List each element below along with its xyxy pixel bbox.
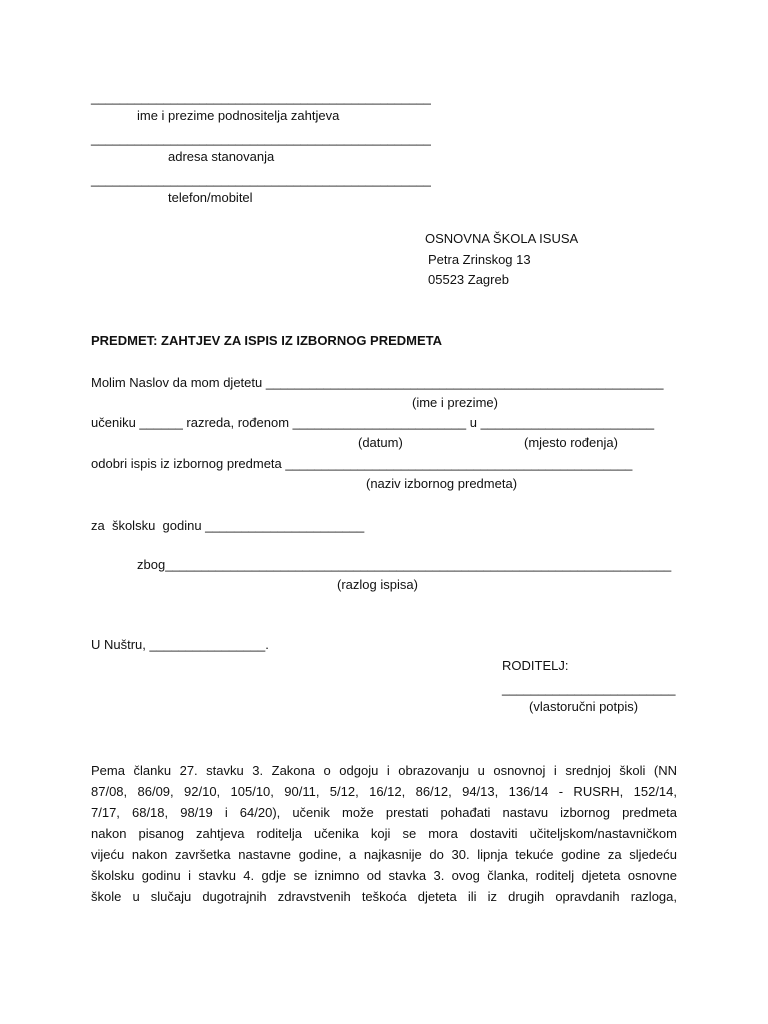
place-date-line: U Nuštru, ________________.	[91, 637, 269, 652]
birth-place-caption: (mjesto rođenja)	[524, 435, 618, 450]
reason-caption: (razlog ispisa)	[337, 577, 418, 592]
subject-name-caption: (naziv izbornog predmeta)	[366, 476, 518, 491]
phone-label: telefon/mobitel	[168, 190, 253, 205]
paragraph-line: 7/17, 68/18, 98/19 i 64/20), učenik može prestati pohađati nastavu izbornog predmeta	[91, 805, 677, 820]
child-name-row: Molim Naslov da mom djetetu _______________________________________________________	[91, 375, 664, 390]
class-birth-row: učeniku ______ razreda, rođenom ________________________ u ________________________	[91, 415, 655, 430]
school-year-row: za školsku godinu ______________________	[91, 518, 365, 533]
address-label: adresa stanovanja	[168, 149, 275, 164]
phone-line: _______________________________________________	[91, 172, 431, 187]
paragraph-line: Pema članku 27. stavku 3. Zakona o odgoju i obrazovanju u osnovnoj i srednjoj školi (NN	[91, 763, 677, 778]
signature-line: ________________________	[502, 681, 676, 696]
applicant-name-label: ime i prezime podnositelja zahtjeva	[137, 108, 340, 123]
recipient-city: 05523 Zagreb	[428, 272, 509, 287]
birth-date-caption: (datum)	[358, 435, 403, 450]
paragraph-line: 87/08, 86/09, 92/10, 105/10, 90/11, 5/12, 16/12, 86/12, 94/13, 136/14 - RUSRH, 152/14,	[91, 784, 677, 799]
signature-caption: (vlastoručni potpis)	[529, 699, 639, 714]
paragraph-line: vijeću nakon završetka nastavne godine, a najkasnije do 30. lipnja tekuće godine za sljedeću	[91, 847, 677, 862]
child-name-caption: (ime i prezime)	[412, 395, 498, 410]
paragraph-line: školsku godinu i stavku 4. gdje se iznimno od stavka 3. ovog članka, roditelj djeteta osnovne	[91, 868, 677, 883]
subject-name-row: odobri ispis iz izbornog predmeta ________________________________________________	[91, 456, 633, 471]
paragraph-line: nakon pisanog zahtjeva roditelja učenika koji se mora dostaviti učiteljskom/nastavničkom	[91, 826, 677, 841]
applicant-name-line: _______________________________________________	[91, 90, 431, 105]
address-line: _______________________________________________	[91, 131, 431, 146]
legal-paragraph	[91, 760, 677, 907]
recipient-name: OSNOVNA ŠKOLA ISUSA	[425, 231, 579, 246]
subject-heading: PREDMET: ZAHTJEV ZA ISPIS IZ IZBORNOG PREDMETA	[91, 333, 443, 348]
parent-label: RODITELJ:	[502, 658, 569, 673]
recipient-street: Petra Zrinskog 13	[428, 252, 531, 267]
paragraph-line: škole u slučaju dugotrajnih zdravstvenih teškoća djeteta ili iz drugih opravdanih razloga,	[91, 889, 677, 904]
reason-row: zbog______________________________________________________________________	[137, 557, 672, 572]
